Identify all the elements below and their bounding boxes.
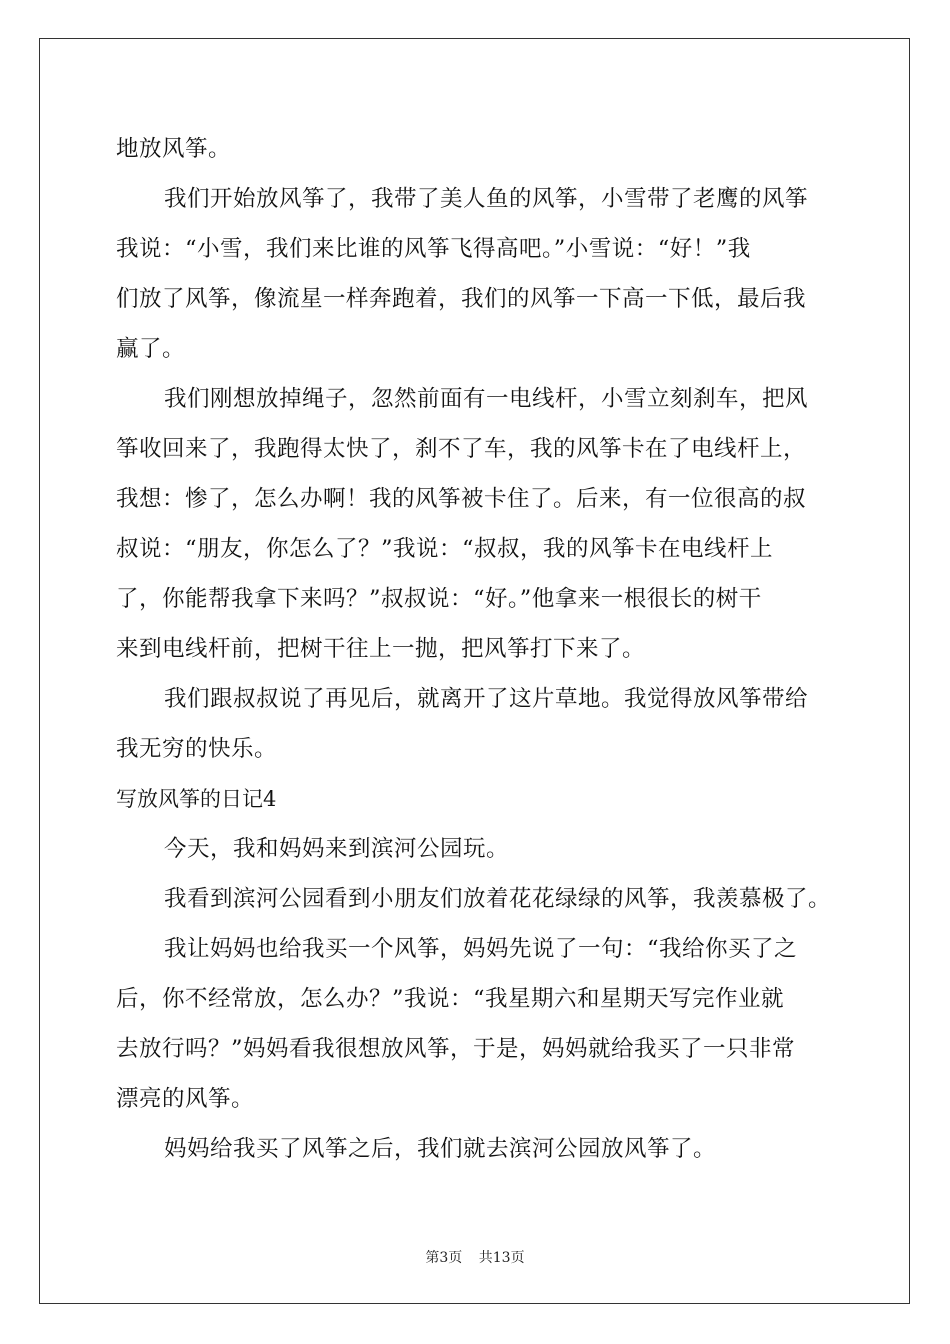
text-line: 我们跟叔叔说了再见后，就离开了这片草地。我觉得放风筝带给 — [164, 686, 809, 712]
text-line: 妈妈给我买了风筝之后，我们就去滨河公园放风筝了。 — [164, 1136, 717, 1162]
page-total: 共13页 — [478, 1250, 525, 1266]
page-footer — [0, 1247, 950, 1267]
text-line: 我无穷的快乐。 — [116, 736, 278, 762]
text-line: 筝收回来了，我跑得太快了，刹不了车，我的风筝卡在了电线杆上， — [116, 436, 807, 462]
text-line: 我们刚想放掉绳子，忽然前面有一电线杆，小雪立刻刹车，把风 — [164, 386, 809, 412]
text-line: 赢了。 — [116, 336, 186, 362]
text-line: 来到电线杆前，把树干往上一抛，把风筝打下来了。 — [116, 636, 646, 662]
text-line: 我说：“小雪，我们来比谁的风筝飞得高吧。”小雪说：“好！”我 — [116, 236, 751, 262]
paragraph — [116, 377, 846, 677]
text-line: 今天，我和妈妈来到滨河公园玩。 — [164, 836, 510, 862]
paragraph — [116, 1127, 846, 1177]
paragraph — [116, 877, 846, 927]
text-line: 们放了风筝，像流星一样奔跑着，我们的风筝一下高一下低，最后我 — [116, 286, 807, 312]
page-number: 第3页 — [425, 1250, 463, 1266]
text-line: 漂亮的风筝。 — [116, 1086, 255, 1112]
text-line: 我们开始放风筝了，我带了美人鱼的风筝，小雪带了老鹰的风筝 — [164, 186, 809, 212]
paragraph — [116, 127, 846, 177]
document-body — [116, 127, 846, 1177]
text-line: 了，你能帮我拿下来吗？”叔叔说：“好。”他拿来一根很长的树干 — [116, 586, 762, 612]
paragraph — [116, 677, 846, 777]
paragraph — [116, 927, 846, 1127]
paragraph — [116, 827, 846, 877]
text-line: 地放风筝。 — [116, 136, 232, 162]
paragraph — [116, 177, 846, 377]
section-heading: 写放风筝的日记4 — [116, 787, 277, 811]
text-line: 我想：惨了，怎么办啊！我的风筝被卡住了。后来，有一位很高的叔 — [116, 486, 807, 512]
text-line: 后，你不经常放，怎么办？”我说：“我星期六和星期天写完作业就 — [116, 986, 785, 1012]
text-line: 叔说：“朋友，你怎么了？”我说：“叔叔，我的风筝卡在电线杆上 — [116, 536, 774, 562]
text-line: 我看到滨河公园看到小朋友们放着花花绿绿的风筝，我羡慕极了。 — [164, 886, 832, 912]
text-line: 去放行吗？”妈妈看我很想放风筝，于是，妈妈就给我买了一只非常 — [116, 1036, 796, 1062]
text-line: 我让妈妈也给我买一个风筝，妈妈先说了一句：“我给你买了之 — [164, 936, 798, 962]
